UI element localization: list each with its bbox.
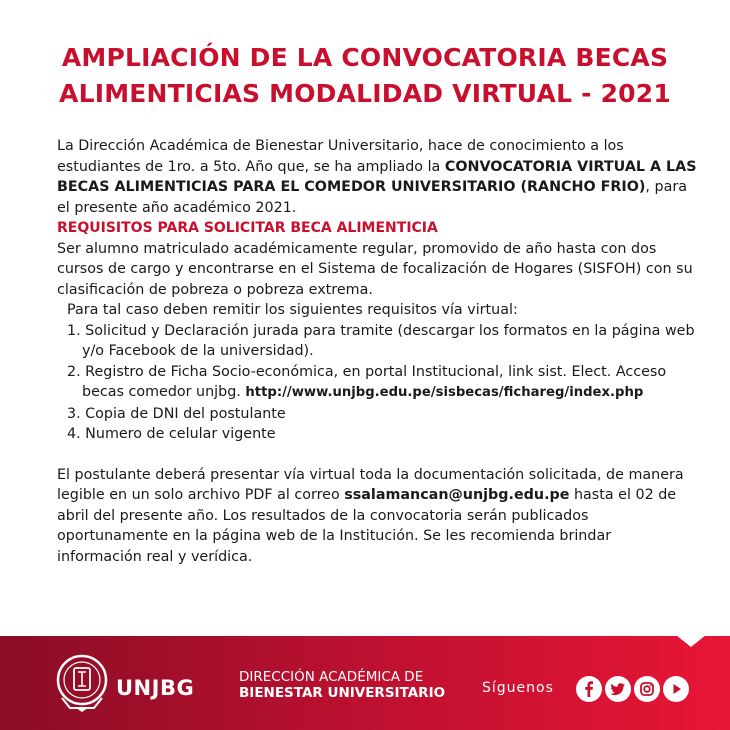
list-item: 4. Numero de celular vigente xyxy=(67,426,276,442)
list-item-text: 2. Registro de Ficha Socio-económica, en portal Institucional, link sist. Elect. Acceso becas comedor unjbg. xyxy=(67,363,667,400)
footer-banner xyxy=(0,636,730,730)
list-item xyxy=(67,362,697,404)
follow-label: Síguenos xyxy=(482,680,554,696)
university-seal-icon xyxy=(54,650,110,714)
list-item: 3. Copia de DNI del postulante xyxy=(67,405,286,422)
social-links xyxy=(576,676,689,702)
closing-paragraph xyxy=(57,465,697,568)
requirements-list xyxy=(57,321,697,445)
department-line-2: BIENESTAR UNIVERSITARIO xyxy=(239,685,446,701)
title-line-1: AMPLIACIÓN DE LA CONVOCATORIA BECAS xyxy=(61,43,669,72)
requirements-description: Ser alumno matriculado académicamente regular, promovido de año hasta con dos cursos de cargo y encontrarse en el Sistema de focalización de Hogares (SISFOH) con su clasificación de pobreza o pobreza extrema. xyxy=(57,240,693,298)
facebook-icon[interactable] xyxy=(576,676,602,702)
registration-link[interactable]: http://www.unjbg.edu.pe/sisbecas/fichareg/index.php xyxy=(245,385,644,400)
footer-notch xyxy=(676,635,706,647)
requirements-heading: REQUISITOS PARA SOLICITAR BECA ALIMENTICIA xyxy=(57,220,438,236)
list-item: 1. Solicitud y Declaración jurada para tramite (descargar los formatos en la página web y/o Facebook de la universidad). xyxy=(67,322,695,359)
twitter-icon[interactable] xyxy=(605,676,631,702)
department-line-1: DIRECCIÓN ACADÉMICA DE xyxy=(239,669,424,685)
instagram-icon[interactable] xyxy=(634,676,660,702)
contact-email[interactable]: ssalamancan@unjbg.edu.pe xyxy=(344,487,570,503)
intro-paragraph xyxy=(57,136,697,218)
department-name xyxy=(239,669,445,701)
youtube-icon[interactable] xyxy=(663,676,689,702)
main-content xyxy=(57,136,697,567)
closing-text-1: El postulante deberá presentar vía virtual toda la documentación solicitada, de manera legible en un solo archivo PDF al correo xyxy=(57,466,684,503)
intro-bold-text: CONVOCATORIA VIRTUAL A LAS BECAS ALIMENTICIAS PARA EL COMEDOR UNIVERSITARIO (RANCHO FRIO) xyxy=(57,158,697,195)
title-line-2: ALIMENTICIAS MODALIDAD VIRTUAL - 2021 xyxy=(59,79,671,108)
page-title xyxy=(0,40,730,112)
logo-text: UNJBG xyxy=(116,676,195,700)
intro-text-1: La Dirección Académica de Bienestar Universitario, hace de conocimiento a los estudiantes de 1ro. a 5to. Año que, se ha ampliado la xyxy=(57,138,624,175)
requirements-lead: Para tal caso deben remitir los siguientes requisitos vía virtual: xyxy=(67,302,518,318)
intro-text-2: , para el presente año académico 2021. xyxy=(57,179,687,216)
closing-text-2: hasta el 02 de abril del presente año. Los resultados de la convocatoria serán publicados oportunamente en la página web de la Institución. Se les recomienda brindar información real y verídica. xyxy=(57,487,677,565)
